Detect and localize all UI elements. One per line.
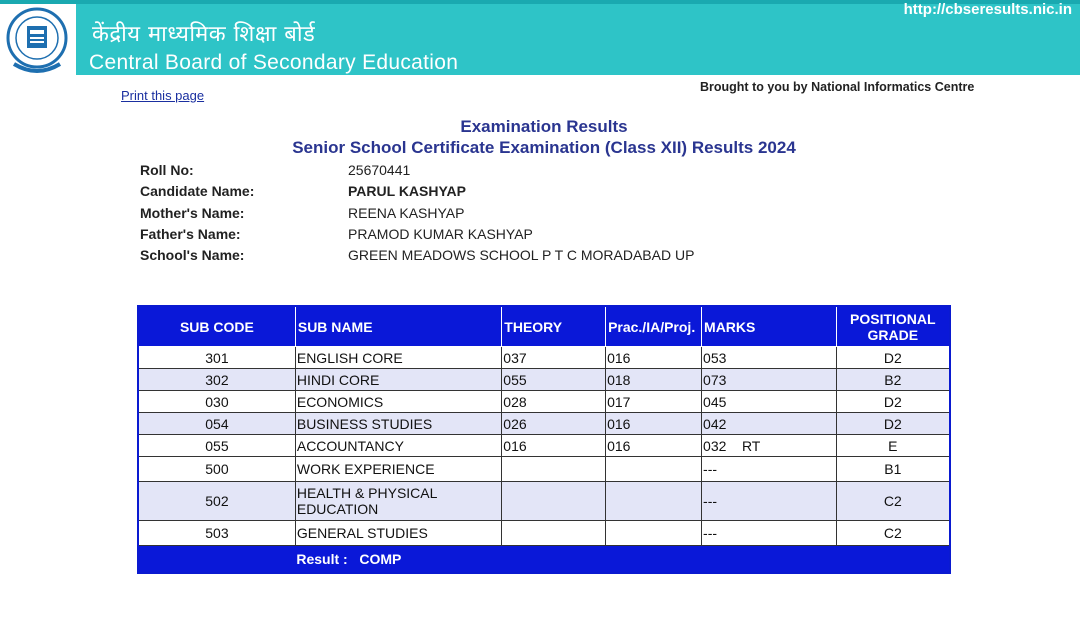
- mother-name-label: Mother's Name:: [140, 205, 245, 221]
- sub-name-cell: GENERAL STUDIES: [295, 521, 501, 546]
- grade-cell: E: [836, 435, 950, 457]
- sub-name-cell: BUSINESS STUDIES: [295, 413, 501, 435]
- sub-code-cell: 055: [138, 435, 295, 457]
- sub-name-cell: ENGLISH CORE: [295, 347, 501, 369]
- table-row: [138, 435, 950, 457]
- page-title: Examination Results: [460, 117, 628, 136]
- theory-cell: [502, 457, 606, 482]
- father-name-label: Father's Name:: [140, 226, 241, 242]
- print-page-link[interactable]: Print this page: [121, 88, 205, 103]
- marks-cell: 042: [702, 413, 837, 435]
- school-name-value: GREEN MEADOWS SCHOOL P T C MORADABAD UP: [348, 247, 695, 263]
- col-header-sub-name: SUB NAME: [295, 306, 501, 347]
- result-value: COMP: [359, 551, 402, 567]
- theory-cell: 055: [502, 369, 606, 391]
- english-title: Central Board of Secondary Education: [89, 51, 459, 74]
- site-header: [0, 0, 1080, 75]
- prac-cell: [606, 482, 702, 521]
- col-header-practical: Prac./IA/Proj.: [606, 306, 702, 347]
- table-header-row: [138, 306, 950, 347]
- grade-cell: C2: [836, 521, 950, 546]
- hindi-title: केंद्रीय माध्यमिक शिक्षा बोर्ड: [92, 22, 316, 47]
- candidate-name-label: Candidate Name:: [140, 183, 255, 199]
- result-row: [138, 546, 950, 574]
- table-row: [138, 521, 950, 546]
- result-cell: [295, 546, 950, 574]
- page-subtitle: Senior School Certificate Examination (Class XII) Results 2024: [292, 138, 796, 157]
- marks-cell: 032 RT: [702, 435, 837, 457]
- sub-code-cell: 500: [138, 457, 295, 482]
- mother-name-value: REENA KASHYAP: [348, 205, 465, 221]
- table-row: [138, 369, 950, 391]
- marks-cell: 053: [702, 347, 837, 369]
- prac-cell: 018: [606, 369, 702, 391]
- sub-name-cell: ACCOUNTANCY: [295, 435, 501, 457]
- table-row: [138, 457, 950, 482]
- grade-header-line1: POSITIONAL: [850, 310, 936, 327]
- theory-cell: [502, 482, 606, 521]
- prac-cell: 016: [606, 435, 702, 457]
- grade-cell: D2: [836, 413, 950, 435]
- brought-by-text: Brought to you by National Informatics Centre: [700, 80, 975, 94]
- cbse-logo: [0, 4, 76, 79]
- marks-cell: ---: [702, 482, 837, 521]
- sub-code-cell: 054: [138, 413, 295, 435]
- sub-code-cell: 502: [138, 482, 295, 521]
- marks-cell: 045: [702, 391, 837, 413]
- col-header-positional-grade: [836, 306, 950, 347]
- school-name-label: School's Name:: [140, 247, 245, 263]
- table-row: [138, 413, 950, 435]
- grade-cell: B1: [836, 457, 950, 482]
- theory-cell: 016: [502, 435, 606, 457]
- col-header-sub-code: SUB CODE: [138, 306, 295, 347]
- candidate-name-value: PARUL KASHYAP: [348, 183, 466, 199]
- grade-cell: B2: [836, 369, 950, 391]
- marks-cell: ---: [702, 521, 837, 546]
- marks-cell: ---: [702, 457, 837, 482]
- father-name-value: PRAMOD KUMAR KASHYAP: [348, 226, 533, 242]
- sub-name-cell: HEALTH & PHYSICAL EDUCATION: [295, 482, 501, 521]
- prac-cell: 016: [606, 347, 702, 369]
- table-row: [138, 482, 950, 521]
- sub-name-cell: ECONOMICS: [295, 391, 501, 413]
- grade-header-line2: GRADE: [867, 326, 919, 343]
- sub-name-cell: WORK EXPERIENCE: [295, 457, 501, 482]
- prac-cell: [606, 457, 702, 482]
- sub-code-cell: 301: [138, 347, 295, 369]
- col-header-marks: MARKS: [702, 306, 837, 347]
- results-table: [137, 305, 951, 574]
- grade-cell: D2: [836, 391, 950, 413]
- sub-code-cell: 503: [138, 521, 295, 546]
- theory-cell: 028: [502, 391, 606, 413]
- cbse-emblem-icon: [4, 6, 70, 76]
- prac-cell: 016: [606, 413, 702, 435]
- sub-code-cell: 302: [138, 369, 295, 391]
- result-label: Result :: [296, 551, 348, 567]
- roll-no-label: Roll No:: [140, 162, 194, 178]
- site-url[interactable]: http://cbseresults.nic.in: [903, 1, 1072, 18]
- prac-cell: 017: [606, 391, 702, 413]
- grade-cell: D2: [836, 347, 950, 369]
- result-spacer: [138, 546, 295, 574]
- grade-cell: C2: [836, 482, 950, 521]
- sub-name-cell: HINDI CORE: [295, 369, 501, 391]
- theory-cell: [502, 521, 606, 546]
- prac-cell: [606, 521, 702, 546]
- theory-cell: 026: [502, 413, 606, 435]
- theory-cell: 037: [502, 347, 606, 369]
- roll-no-value: 25670441: [348, 162, 411, 178]
- marks-cell: 073: [702, 369, 837, 391]
- table-row: [138, 391, 950, 413]
- col-header-theory: THEORY: [502, 306, 606, 347]
- sub-code-cell: 030: [138, 391, 295, 413]
- table-row: [138, 347, 950, 369]
